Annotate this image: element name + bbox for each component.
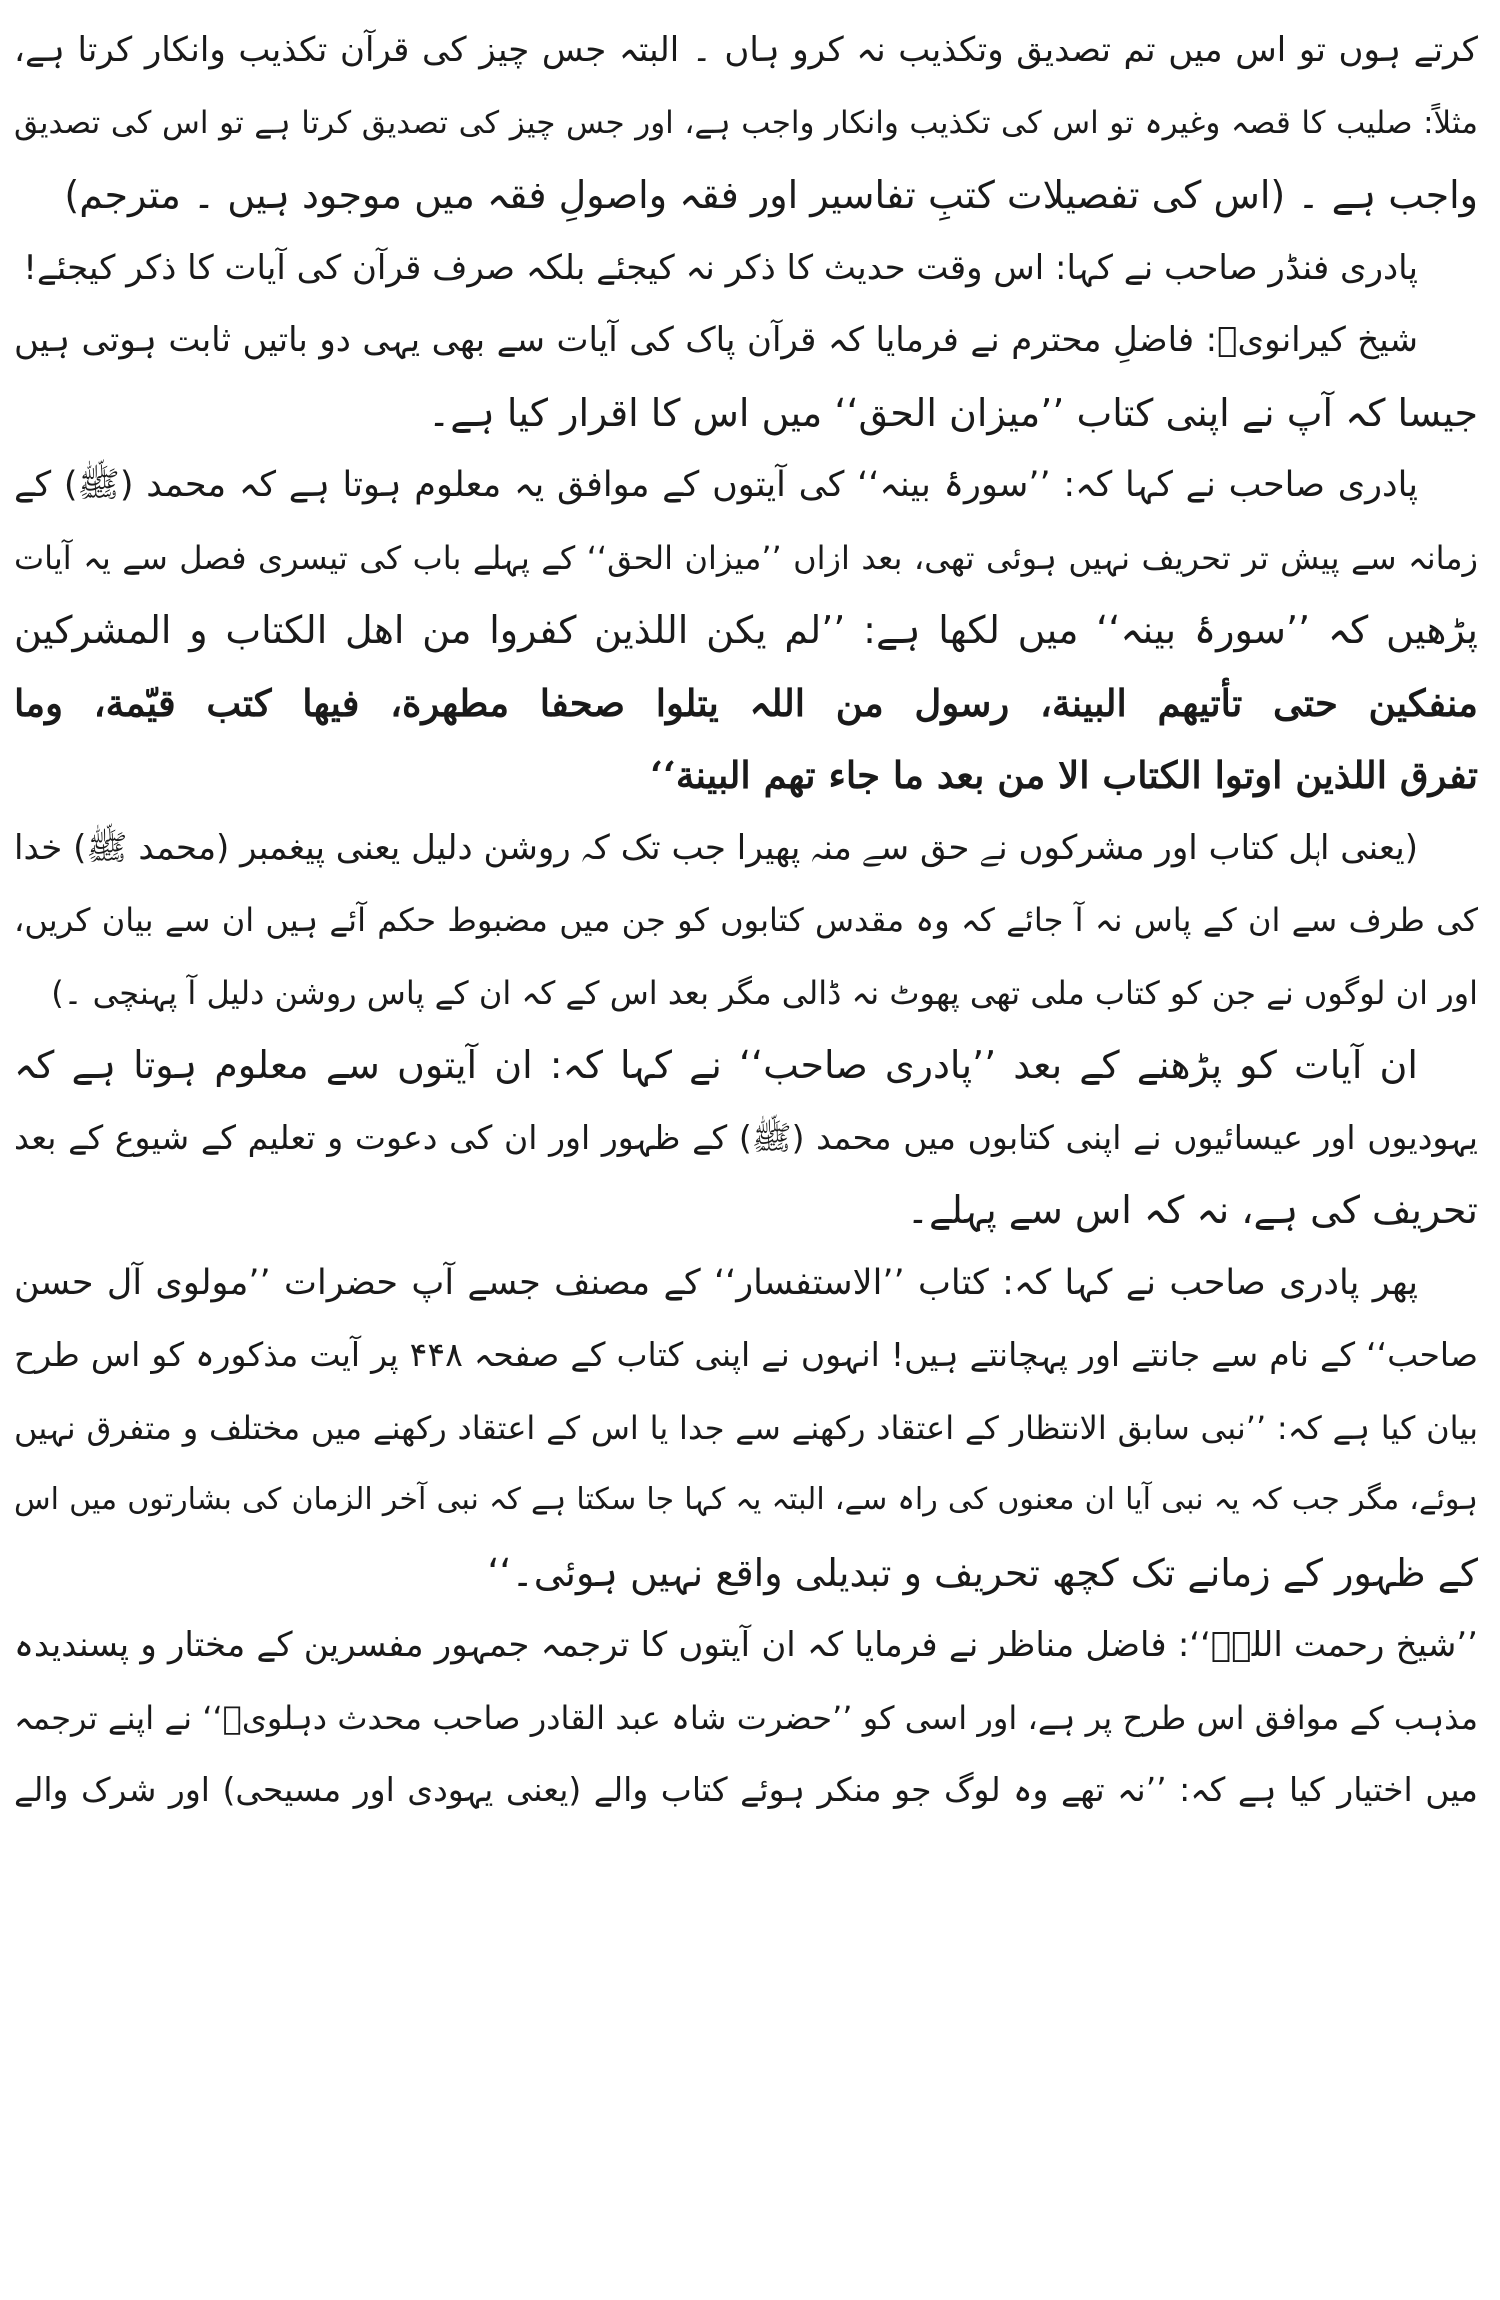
text-line: زمانہ سے پیش تر تحریف نہیں ہوئی تھی، بعد ازاں ’’میزان الحق‘‘ کے پہلے باب کی تیسری فصل سے یہ آیات	[14, 538, 1478, 577]
text-line: کے ظہور کے زمانے تک کچھ تحریف و تبدیلی واقع نہیں ہوئی۔‘‘	[487, 1550, 1478, 1595]
text-line: کرتے ہوں تو اس میں تم تصدیق وتکذیب نہ کرو ہاں ۔ البتہ جس چیز کی قرآن تکذیب وانکار کرتا ہے،	[14, 30, 1478, 70]
text-line: ہوئے، مگر جب کہ یہ نبی آیا ان معنوں کی راہ سے، البتہ یہ کہا جا سکتا ہے کہ نبی آخر الزمان کی بشارتوں میں اس	[14, 1482, 1478, 1517]
text-line: مذہب کے موافق اس طرح پر ہے، اور اسی کو ’’حضرت شاہ عبد القادر صاحب محدث دہلویؒ‘‘ نے اپنے ترجمہ	[14, 1698, 1478, 1737]
text-line: ان آیات کو پڑھنے کے بعد ’’پادری صاحب‘‘ نے کہا کہ: ان آیتوں سے معلوم ہوتا ہے کہ	[14, 1043, 1418, 1087]
text-line: پادری صاحب نے کہا کہ: ’’سورۂ بینہ‘‘ کی آیتوں کے موافق یہ معلوم ہوتا ہے کہ محمد (ﷺ) کے	[14, 465, 1418, 505]
text-line: پھر پادری صاحب نے کہا کہ: کتاب ’’الاستفسار‘‘ کے مصنف جسے آپ حضرات ’’مولوی آل حسن	[14, 1262, 1418, 1303]
text-line: پادری فنڈر صاحب نے کہا: اس وقت حدیث کا ذکر نہ کیجئے بلکہ صرف قرآن کی آیات کا ذکر کیجئے!	[23, 247, 1418, 288]
text-line: صاحب‘‘ کے نام سے جانتے اور پہچانتے ہیں! انہوں نے اپنی کتاب کے صفحہ ۴۴۸ پر آیت مذکورہ کو اس طرح	[14, 1335, 1478, 1374]
arabic-quote-line: تفرق اللذین اوتوا الکتاب الا من بعد ما جاء تھم البینة‘‘	[650, 753, 1478, 797]
text-line: جیسا کہ آپ نے اپنی کتاب ’’میزان الحق‘‘ میں اس کا اقرار کیا ہے۔	[428, 390, 1478, 435]
text-line: ’’شیخ رحمت اللہؒ‘‘: فاضل مناظر نے فرمایا کہ ان آیتوں کا ترجمہ جمہور مفسرین کے مختار و پسندیدہ	[14, 1625, 1478, 1665]
document-text-body	[14, 14, 1478, 1827]
text-line: تحریف کی ہے، نہ کہ اس سے پہلے۔	[906, 1188, 1478, 1232]
text-line: (یعنی اہل کتاب اور مشرکوں نے حق سے منہ پھیرا جب تک کہ روشن دلیل یعنی پیغمبر (محمد ﷺ) خدا	[14, 827, 1419, 868]
text-line: کی طرف سے ان کے پاس نہ آ جائے کہ وہ مقدس کتابوں کو جن میں مضبوط حکم آئے ہیں ان سے بیان کریں،	[14, 901, 1478, 939]
text-line: بیان کیا ہے کہ: ’’نبی سابق الانتظار کے اعتقاد رکھنے سے جدا یا اس کے اعتقاد رکھنے میں مختلف و متفرق نہیں	[14, 1408, 1478, 1447]
arabic-quote-line: منفکین حتی تأتیھم البینة، رسول من اللہ یتلوا صحفا مطھرة، فیھا کتب قیّمة، وما	[14, 680, 1478, 725]
text-line: یہودیوں اور عیسائیوں نے اپنی کتابوں میں محمد (ﷺ) کے ظہور اور ان کی دعوت و تعلیم کے شیوع کے بعد	[14, 1117, 1478, 1157]
text-line: مثلاً: صلیب کا قصہ وغیرہ تو اس کی تکذیب وانکار واجب ہے، اور جس چیز کی تصدیق کرتا ہے تو اس کی تصدیق	[14, 104, 1478, 141]
text-line: اور ان لوگوں نے جن کو کتاب ملی تھی پھوٹ نہ ڈالی مگر بعد اس کے کہ ان کے پاس روشن دلیل آ پہنچی ۔)	[51, 973, 1478, 1012]
text-line: واجب ہے ۔ (اس کی تفصیلات کتبِ تفاسیر اور فقہ واصولِ فقہ میں موجود ہیں ۔ مترجم)	[64, 173, 1478, 217]
text-line: شیخ کیرانویؒ: فاضلِ محترم نے فرمایا کہ قرآن پاک کی آیات سے بھی یہی دو باتیں ثابت ہوتی ہیں	[14, 320, 1418, 360]
text-line: میں اختیار کیا ہے کہ: ’’نہ تھے وہ لوگ جو منکر ہوئے کتاب والے (یعنی یہودی اور مسیحی) اور شرک والے	[14, 1770, 1478, 1809]
text-line: پڑھیں کہ ’’سورۂ بینہ‘‘ میں لکھا ہے: ’’لم یکن اللذین کفروا من اھل الکتاب و المشرکین	[14, 608, 1478, 652]
